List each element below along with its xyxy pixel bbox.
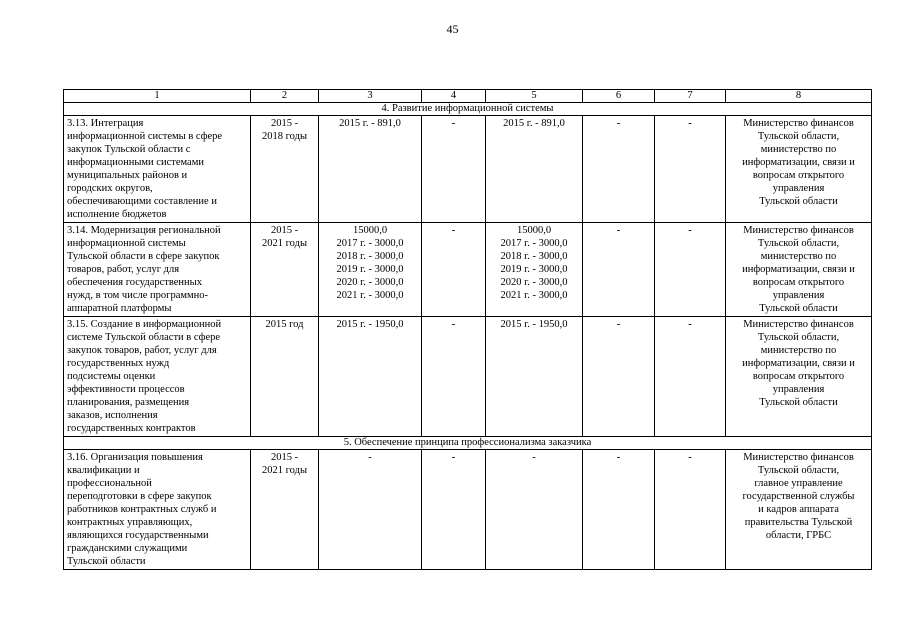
funding-budget	[486, 450, 583, 570]
funding-total-line: 2015 г. - 891,0	[339, 118, 401, 129]
activity-period	[251, 450, 319, 570]
activity-name-line: переподготовки в сфере закупок	[67, 491, 212, 502]
funding-total-line: -	[368, 452, 372, 463]
executor-line: информатизации, связи и	[742, 157, 855, 168]
activity-name-line: товаров, работ, услуг для	[67, 264, 180, 275]
activity-name	[64, 317, 251, 437]
activity-name-line: обеспечения государственных	[67, 277, 202, 288]
activity-name-line: информационными системами	[67, 157, 204, 168]
activity-period	[251, 223, 319, 317]
activity-name-line: городских округов,	[67, 183, 153, 194]
activity-period	[251, 317, 319, 437]
activity-name	[64, 223, 251, 317]
col7-value: -	[655, 223, 726, 317]
executor	[726, 317, 872, 437]
activity-name-line: Тульской области в сфере закупок	[67, 251, 220, 262]
column-number-row	[64, 90, 872, 103]
activity-period-line: 2015 год	[265, 319, 304, 330]
activity-name-line: заказов, исполнения	[67, 410, 158, 421]
section-title: 4. Развитие информационной системы	[64, 103, 872, 116]
executor-line: Министерство финансов	[743, 452, 854, 463]
activity-name-line: являющихся государственными	[67, 530, 209, 541]
activity-name-line: 3.14. Модернизация региональной	[67, 225, 221, 236]
activity-name-line: закупок товаров, работ, услуг для	[67, 345, 217, 356]
column-header: 8	[726, 90, 872, 103]
executor-line: и кадров аппарата	[758, 504, 839, 515]
col4-value: -	[422, 116, 486, 223]
executor-line: министерство по	[760, 251, 837, 262]
activity-name-line: нужд, в том числе программно-	[67, 290, 209, 301]
funding-budget-line: 2019 г. - 3000,0	[500, 264, 568, 275]
funding-budget	[486, 223, 583, 317]
funding-budget-line: 15000,0	[516, 225, 552, 236]
col4-value: -	[422, 450, 486, 570]
funding-budget	[486, 317, 583, 437]
activity-name-line: закупок Тульской области с	[67, 144, 191, 155]
funding-budget-line: 2020 г. - 3000,0	[500, 277, 568, 288]
activity-period	[251, 116, 319, 223]
activity-name-line: 3.16. Организация повышения	[67, 452, 203, 463]
executor-line: Тульской области	[759, 397, 838, 408]
activity-name-line: 3.13. Интеграция	[67, 118, 144, 129]
funding-budget-line: 2015 г. - 891,0	[503, 118, 565, 129]
funding-budget-line: 2018 г. - 3000,0	[500, 251, 568, 262]
column-header: 7	[655, 90, 726, 103]
column-header: 2	[251, 90, 319, 103]
col4-value: -	[422, 317, 486, 437]
activity-period-line: 2021 годы	[261, 238, 307, 249]
activity-name-line: 3.15. Создание в информационной	[67, 319, 222, 330]
executor-line: Министерство финансов	[743, 225, 854, 236]
activity-name-line: профессиональной	[67, 478, 152, 489]
executor-line: Тульской области,	[757, 332, 840, 343]
column-header: 4	[422, 90, 486, 103]
executor-line: Министерство финансов	[743, 118, 854, 129]
activity-name-line: системе Тульской области в сфере	[67, 332, 221, 343]
funding-budget-line: 2021 г. - 3000,0	[500, 290, 568, 301]
activity-name-line: информационной системы	[67, 238, 186, 249]
activity-name-line: контрактных управляющих,	[67, 517, 193, 528]
activity-period-line: 2015 -	[270, 452, 299, 463]
column-header: 3	[319, 90, 422, 103]
col6-value: -	[583, 223, 655, 317]
funding-budget-line: 2015 г. - 1950,0	[500, 319, 568, 330]
funding-total-line: 2019 г. - 3000,0	[336, 264, 404, 275]
activity-name-line: государственных контрактов	[67, 423, 196, 434]
funding-total	[319, 317, 422, 437]
activity-name	[64, 116, 251, 223]
column-header: 6	[583, 90, 655, 103]
executor-line: главное управление	[754, 478, 843, 489]
funding-total-line: 15000,0	[352, 225, 388, 236]
activity-period-line: 2021 годы	[261, 465, 307, 476]
activity-name-line: аппаратной платформы	[67, 303, 172, 314]
col7-value: -	[655, 450, 726, 570]
activity-name-line: обеспечивающими составление и	[67, 196, 217, 207]
activity-name-line: информационной системы в сфере	[67, 131, 223, 142]
executor-line: Тульской области,	[757, 238, 840, 249]
activity-period-line: 2015 -	[270, 118, 299, 129]
funding-total	[319, 116, 422, 223]
executor-line: министерство по	[760, 144, 837, 155]
col4-value: -	[422, 223, 486, 317]
activity-name-line: планирования, размещения	[67, 397, 190, 408]
funding-total-line: 2015 г. - 1950,0	[336, 319, 404, 330]
activity-name-line: работников контрактных служб и	[67, 504, 217, 515]
activity-period-line: 2018 годы	[261, 131, 307, 142]
executor-line: области, ГРБС	[765, 530, 832, 541]
funding-total	[319, 450, 422, 570]
table-row	[64, 223, 872, 317]
col6-value: -	[583, 450, 655, 570]
column-header: 1	[64, 90, 251, 103]
executor-line: правительства Тульской	[744, 517, 853, 528]
activity-name-line: квалификации и	[67, 465, 140, 476]
funding-budget-line: -	[532, 452, 536, 463]
executor-line: Тульской области	[759, 303, 838, 314]
activity-name	[64, 450, 251, 570]
funding-total-line: 2021 г. - 3000,0	[336, 290, 404, 301]
funding-total-line: 2018 г. - 3000,0	[336, 251, 404, 262]
activity-name-line: гражданскими служащими	[67, 543, 188, 554]
executor-line: информатизации, связи и	[742, 264, 855, 275]
executor-line: Тульской области,	[757, 131, 840, 142]
section-row	[64, 437, 872, 450]
activities-table	[63, 89, 872, 570]
executor-line: Министерство финансов	[743, 319, 854, 330]
column-header: 5	[486, 90, 583, 103]
funding-total-line: 2020 г. - 3000,0	[336, 277, 404, 288]
activity-name-line: Тульской области	[67, 556, 146, 567]
col7-value: -	[655, 317, 726, 437]
executor-line: управления	[772, 183, 825, 194]
col6-value: -	[583, 116, 655, 223]
executor-line: вопросам открытого	[752, 170, 845, 181]
executor-line: Тульской области	[759, 196, 838, 207]
activity-name-line: государственных нужд	[67, 358, 170, 369]
funding-total-line: 2017 г. - 3000,0	[336, 238, 404, 249]
executor-line: информатизации, связи и	[742, 358, 855, 369]
activity-period-line: 2015 -	[270, 225, 299, 236]
table-row	[64, 116, 872, 223]
page-number: 45	[446, 22, 459, 36]
activity-name-line: эффективности процессов	[67, 384, 185, 395]
table-row	[64, 450, 872, 570]
funding-total	[319, 223, 422, 317]
activity-name-line: исполнение бюджетов	[67, 209, 167, 220]
executor-line: вопросам открытого	[752, 371, 845, 382]
executor	[726, 450, 872, 570]
funding-budget-line: 2017 г. - 3000,0	[500, 238, 568, 249]
section-row	[64, 103, 872, 116]
funding-budget	[486, 116, 583, 223]
activity-name-line: подсистемы оценки	[67, 371, 156, 382]
executor	[726, 116, 872, 223]
executor-line: управления	[772, 384, 825, 395]
col6-value: -	[583, 317, 655, 437]
executor	[726, 223, 872, 317]
section-title: 5. Обеспечение принципа профессионализма заказчика	[64, 437, 872, 450]
activity-name-line: муниципальных районов и	[67, 170, 188, 181]
executor-line: управления	[772, 290, 825, 301]
executor-line: вопросам открытого	[752, 277, 845, 288]
executor-line: министерство по	[760, 345, 837, 356]
table-row	[64, 317, 872, 437]
executor-line: Тульской области,	[757, 465, 840, 476]
executor-line: государственной службы	[742, 491, 855, 502]
col7-value: -	[655, 116, 726, 223]
